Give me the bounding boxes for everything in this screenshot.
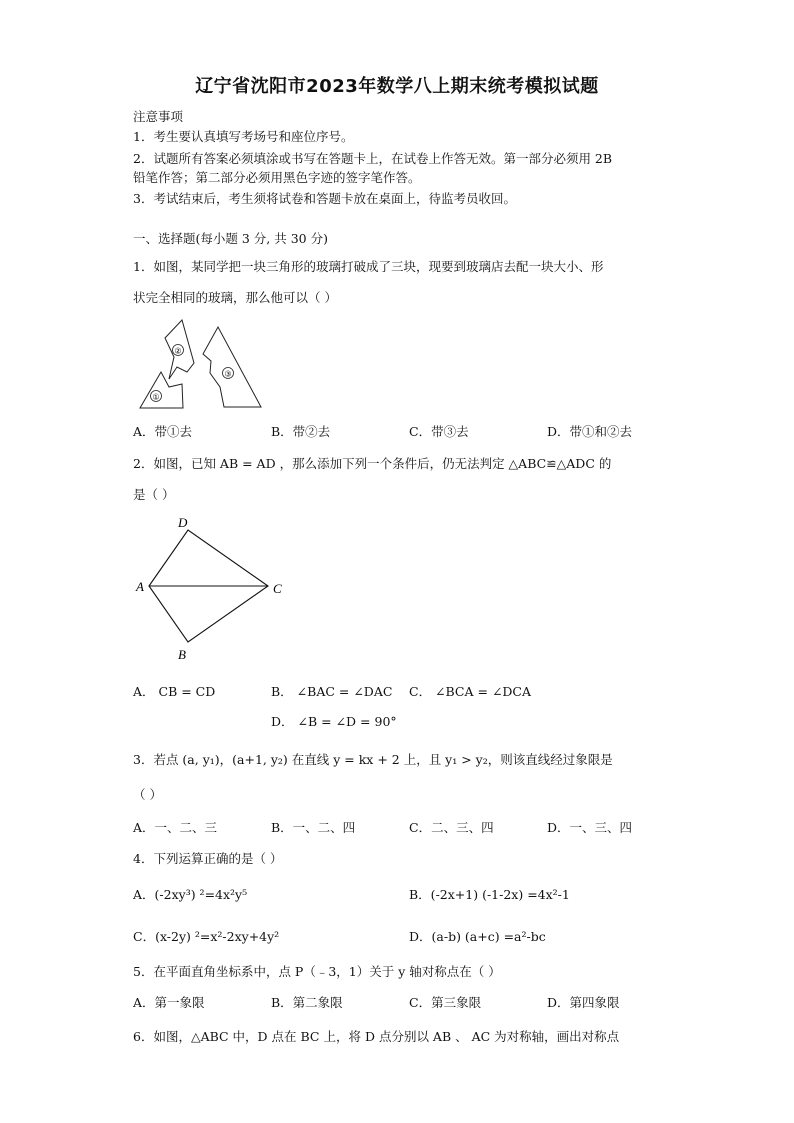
q1-option-c[interactable]: C．带③去 (409, 424, 469, 439)
q5-option-a[interactable]: A．第一象限 (133, 995, 205, 1010)
vertex-b: B (178, 647, 186, 662)
q3-option-d[interactable]: D．一、三、四 (547, 820, 633, 835)
vertex-d: D (178, 515, 188, 530)
q2-option-c[interactable]: C． ∠BCA = ∠DCA (409, 684, 532, 699)
q4-option-c[interactable]: C．(x-2y) ²=x²-2xy+4y² (133, 929, 280, 944)
q3-option-c[interactable]: C．二、三、四 (409, 820, 494, 835)
vertex-a: A (136, 579, 144, 594)
q2-option-d[interactable]: D． ∠B = ∠D = 90° (271, 714, 397, 729)
q1-option-b[interactable]: B．带②去 (271, 424, 331, 439)
notice-heading: 注意事项 (133, 109, 184, 124)
q4-option-b[interactable]: B．(-2x+1) (-1-2x) =4x²-1 (409, 887, 570, 902)
q5-option-d[interactable]: D．第四象限 (547, 995, 620, 1010)
q3-option-b[interactable]: B．一、二、四 (271, 820, 356, 835)
label-1: ① (152, 392, 160, 402)
q1-text: 1．如图，某同学把一块三角形的玻璃打破成了三块，现要到玻璃店去配一块大小、形 (133, 259, 604, 274)
notice-item-2-cont: 铅笔作答；第二部分必须用黑色字迹的签字笔作答。 (133, 170, 421, 185)
q2-text: 2．如图，已知 AB = AD ，那么添加下列一个条件后，仍无法判定 △ABC≌△ADC 的 (133, 456, 612, 471)
q1-option-a[interactable]: A．带①去 (133, 424, 193, 439)
notice-item-3: 3．考试结束后，考生须将试卷和答题卡放在桌面上，待监考员收回。 (133, 191, 516, 206)
q1-option-d[interactable]: D．带①和②去 (547, 424, 633, 439)
q2-quadrilateral-figure (130, 513, 295, 665)
q3-option-a[interactable]: A．一、二、三 (133, 820, 218, 835)
q4-option-a[interactable]: A．(-2xy³) ²=4x²y⁵ (133, 887, 248, 902)
notice-item-1: 1．考生要认真填写考场号和座位序号。 (133, 129, 354, 144)
q5-text: 5．在平面直角坐标系中，点 P（﹣3，1）关于 y 轴对称点在（ ） (133, 964, 501, 979)
q3-text: 3．若点 (a, y₁)，(a+1, y₂) 在直线 y = kx + 2 上，且 y₁ > y₂，则该直线经过象限是 (133, 752, 613, 767)
q5-option-b[interactable]: B．第二象限 (271, 995, 343, 1010)
q2-option-a[interactable]: A． CB = CD (133, 684, 216, 699)
section-heading: 一、选择题(每小题 3 分, 共 30 分) (133, 231, 328, 246)
label-3: ③ (224, 369, 232, 379)
q2-option-b[interactable]: B． ∠BAC = ∠DAC (271, 684, 393, 699)
q2-text-cont: 是（ ） (133, 487, 175, 502)
q4-text: 4．下列运算正确的是（ ） (133, 851, 283, 866)
piece-1 (140, 372, 183, 408)
piece-3 (203, 327, 261, 407)
q4-option-d[interactable]: D．(a-b) (a+c) =a²-bc (409, 929, 546, 944)
label-2: ② (174, 346, 182, 356)
q6-text: 6．如图，△ABC 中，D 点在 BC 上，将 D 点分别以 AB 、 AC 为对称轴，画出对称点 (133, 1029, 620, 1044)
vertex-c: C (273, 581, 282, 596)
notice-item-2: 2．试题所有答案必须填涂或书写在答题卡上，在试卷上作答无效。第一部分必须用 2B (133, 151, 613, 166)
q3-text-cont: （ ） (133, 787, 162, 802)
exam-title: 辽宁省沈阳市2023年数学八上期末统考模拟试题 (195, 76, 599, 97)
q5-option-c[interactable]: C．第三象限 (409, 995, 482, 1010)
q1-broken-glass-figure (130, 315, 270, 415)
q1-text-cont: 状完全相同的玻璃，那么他可以（ ） (133, 290, 337, 305)
